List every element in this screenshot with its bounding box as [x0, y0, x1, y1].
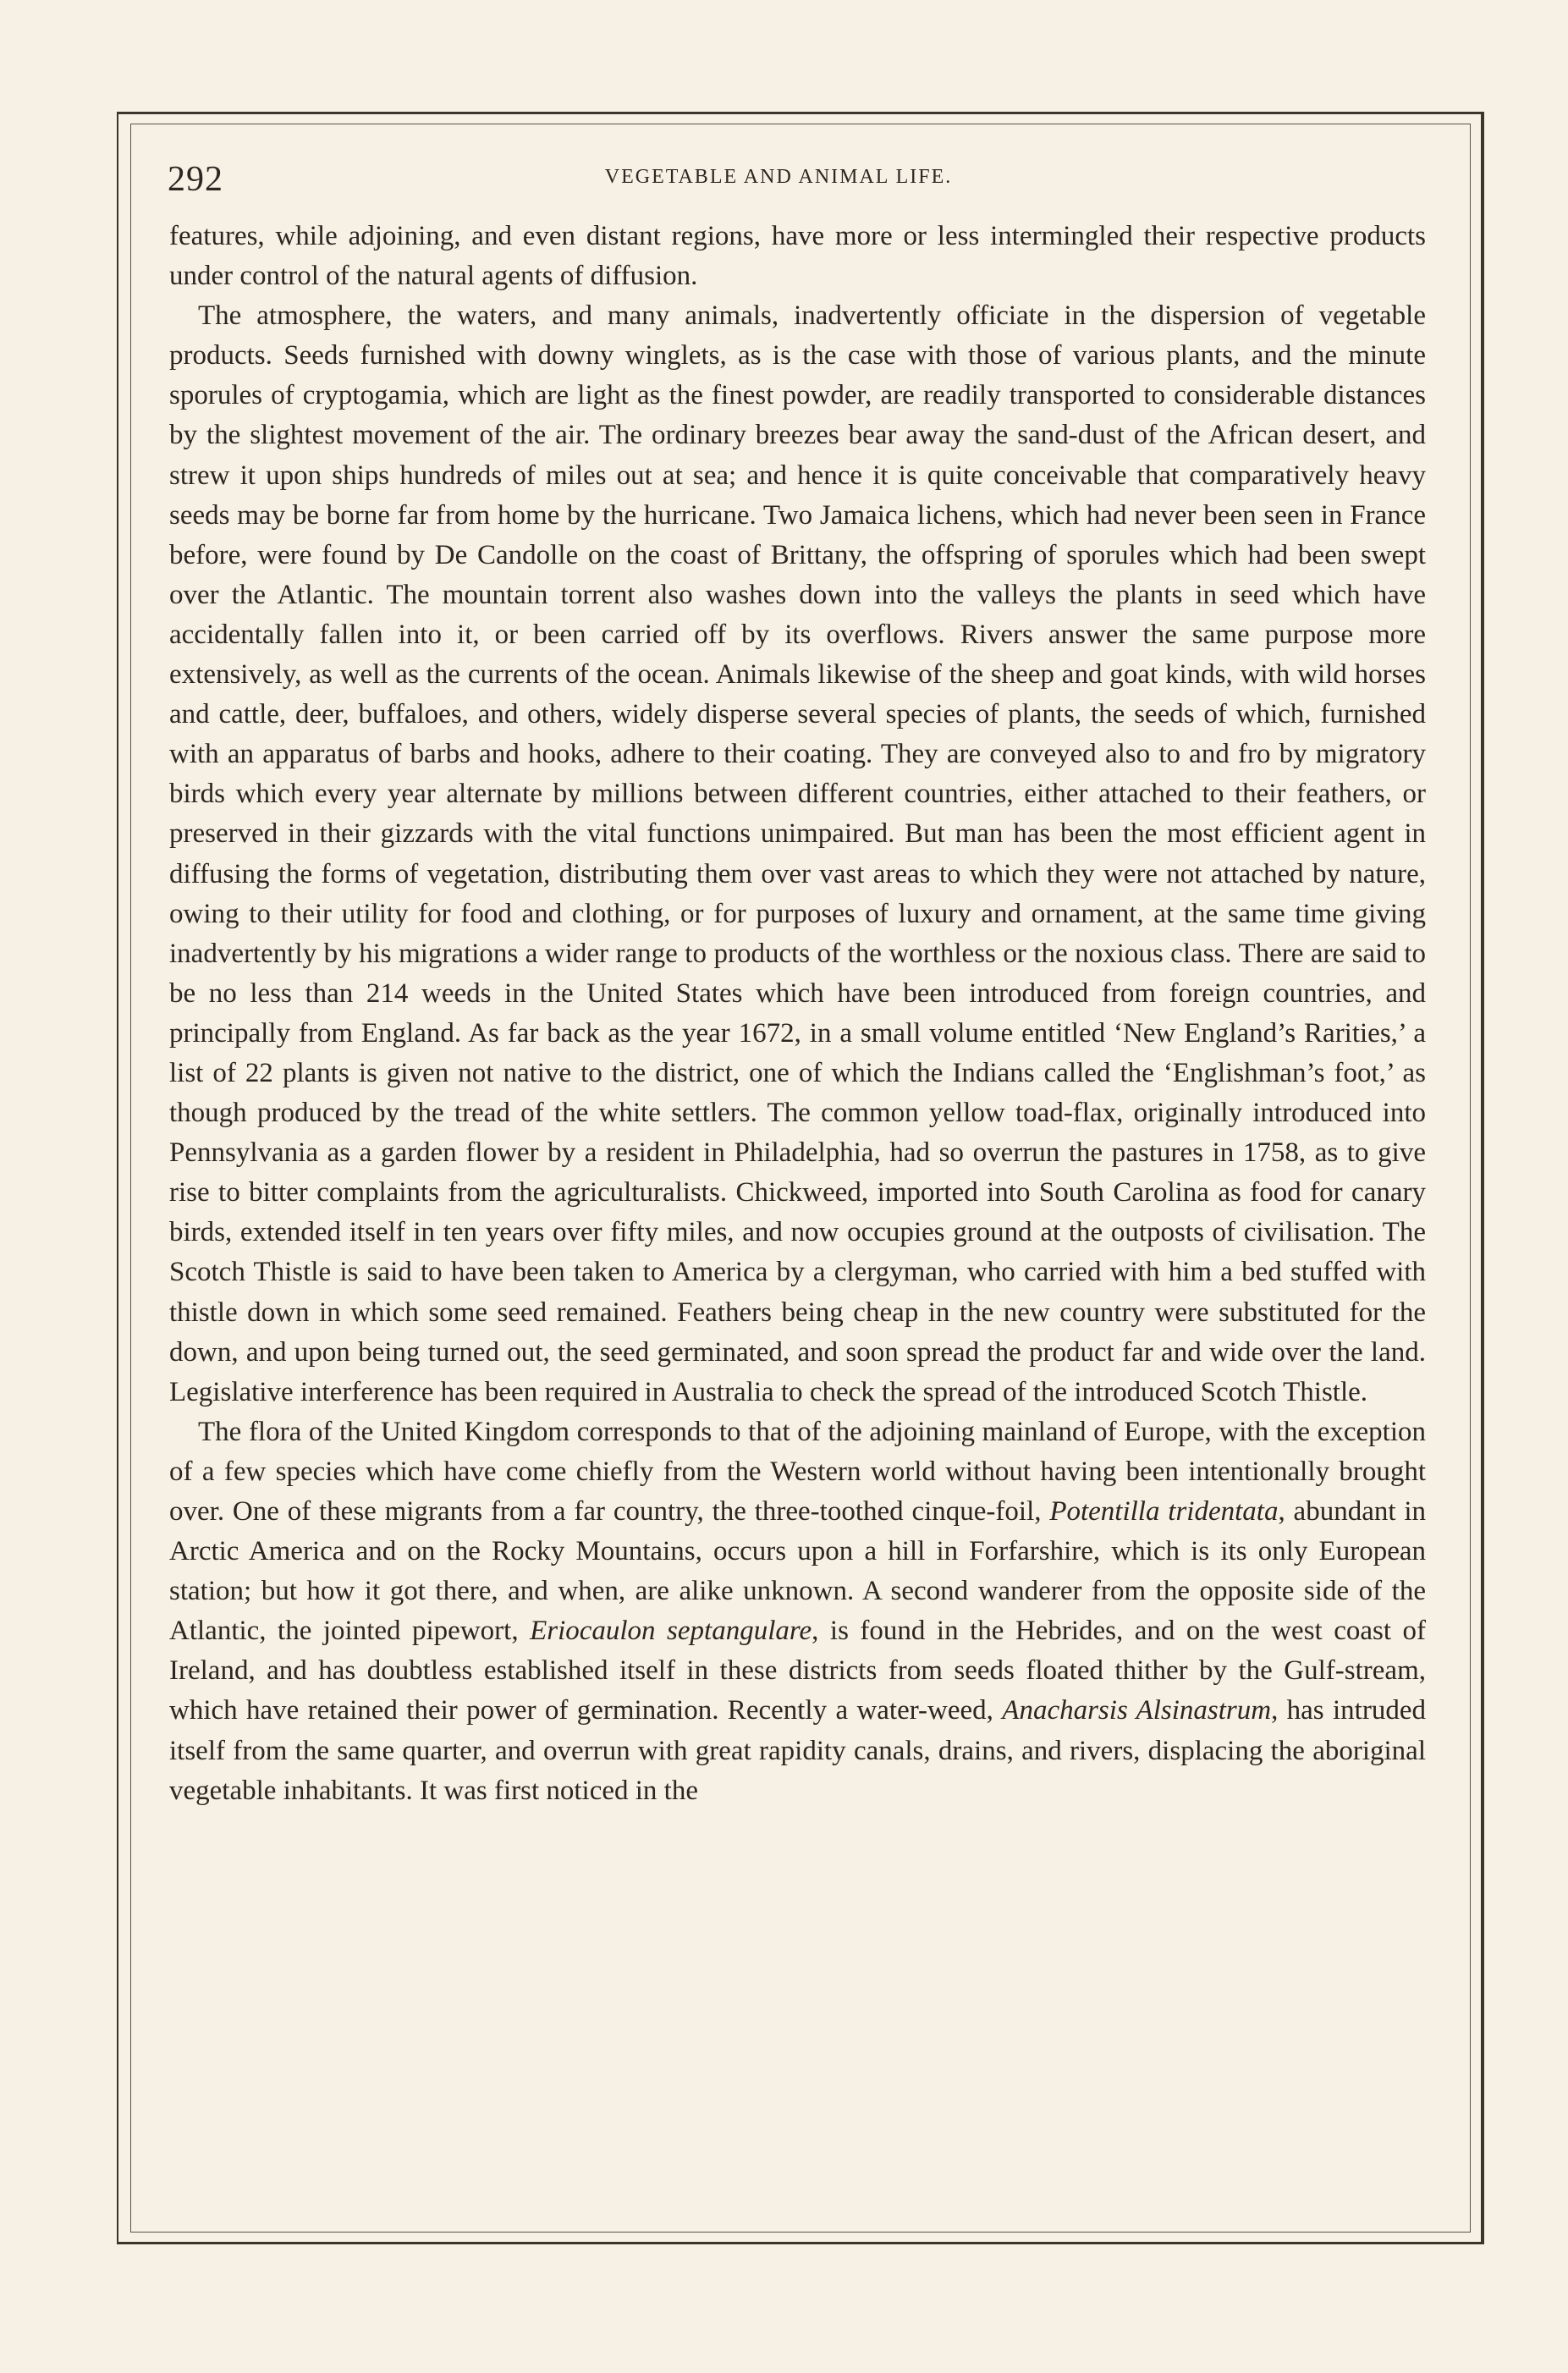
italic-text: Eriocaulon septangulare — [530, 1616, 812, 1647]
italic-text: Anacharsis Alsinastrum — [1002, 1695, 1272, 1726]
italic-text: Potentilla tridentata — [1049, 1496, 1279, 1527]
paragraph — [169, 1412, 1426, 1811]
text-run: , is found in the Hebrides, and on the west coast of Ireland, and has doubtless established itself in these districts from seeds floated thither by the Gulf-stream, which have retained their power of germination. Recently a water-weed, — [169, 1616, 1427, 1726]
running-title: VEGETABLE AND ANIMAL LIFE. — [604, 166, 953, 188]
paragraph — [169, 217, 1426, 296]
paragraph — [169, 296, 1426, 1412]
body-text — [169, 217, 1426, 1811]
text-run: features, while adjoining, and even distant regions, have more or less intermingled their respective products under control of the natural agents of diffusion. — [169, 221, 1426, 292]
text-run: The flora of the United Kingdom corresponds to that of the adjoining mainland of Europe, with the exception of a few species which have come chiefly from the Western world without having been intentionally brought over. One of these migrants from a far country, the three-toothed cinque-foil, — [169, 1416, 1426, 1527]
text-run: The atmosphere, the waters, and many animals, inadvertently officiate in the dispersion of vegetable products. Seeds furnished with downy winglets, as is the case with those of various plants, and the minute sporules of cryptogamia, which are light as the finest powder, are readily transported to considerable distances by the slightest movement of the air. The ordinary breezes bear away the sand-dust of the African desert, and strew it upon ships hundreds of miles out at sea; and hence it is quite conceivable that comparatively heavy seeds may be borne far from home by the hurricane. Two Jamaica lichens, which had never been seen in France before, were found by De Candolle on the coast of Brittany, the offspring of sporules which had been swept over the Atlantic. The mountain torrent also washes down into the valleys the plants in seed which have accidentally fallen into it, or been carried off by its overflows. Rivers answer the same purpose more extensively, as well as the currents of the ocean. Animals likewise of the sheep and goat kinds, with wild horses and cattle, deer, buffaloes, and others, widely disperse several species of plants, the seeds of which, furnished with an apparatus of barbs and hooks, adhere to their coating. They are conveyed also to and fro by migratory birds which every year alternate by millions between different countries, either attached to their feathers, or preserved in their gizzards with the vital functions unimpaired. But man has been the most efficient agent in diffusing the forms of vegetation, distributing them over vast areas to which they were not attached by nature, owing to their utility for food and clothing, or for purposes of luxury and ornament, at the same time giving inadvertently by his migrations a wider range to products of the worthless or the noxious class. There are said to be no less than 214 weeds in the United States which have been introduced from foreign countries, and principally from England. As far back as the year 1672, in a small volume entitled ‘New England’s Rarities,’ a list of 22 plants is given not native to the district, one of which the Indians called the ‘Englishman’s foot,’ as though produced by the tread of the white settlers. The common yellow toad-flax, originally introduced into Pennsylvania as a garden flower by a resident in Philadelphia, had so overrun the pastures in 1758, as to give rise to bitter complaints from the agriculturalists. Chickweed, imported into South Carolina as food for canary birds, extended itself in ten years over fifty miles, and now occupies ground at the outposts of civilisation. The Scotch Thistle is said to have been taken to America by a clergyman, who carried with him a bed stuffed with thistle down in which some seed remained. Feathers being cheap in the new country were substituted for the down, and upon being turned out, the seed germinated, and soon spread the product far and wide over the land. Legislative interference has been required in Australia to check the spread of the introduced Scotch Thistle. — [169, 300, 1426, 1407]
text-run: , has intruded itself from the same quarter, and overrun with great rapidity canals, drains, and rivers, displacing the aboriginal vegetable inhabitants. It was first noticed in the — [169, 1695, 1426, 1806]
page-number: 292 — [168, 160, 223, 199]
text-run: , abundant in Arctic America and on the Rocky Mountains, occurs upon a hill in Forfarshire, which is its only European station; but how it got there, and when, are alike unknown. A second wanderer from the opposite side of the Atlantic, the jointed pipewort, — [169, 1496, 1426, 1647]
